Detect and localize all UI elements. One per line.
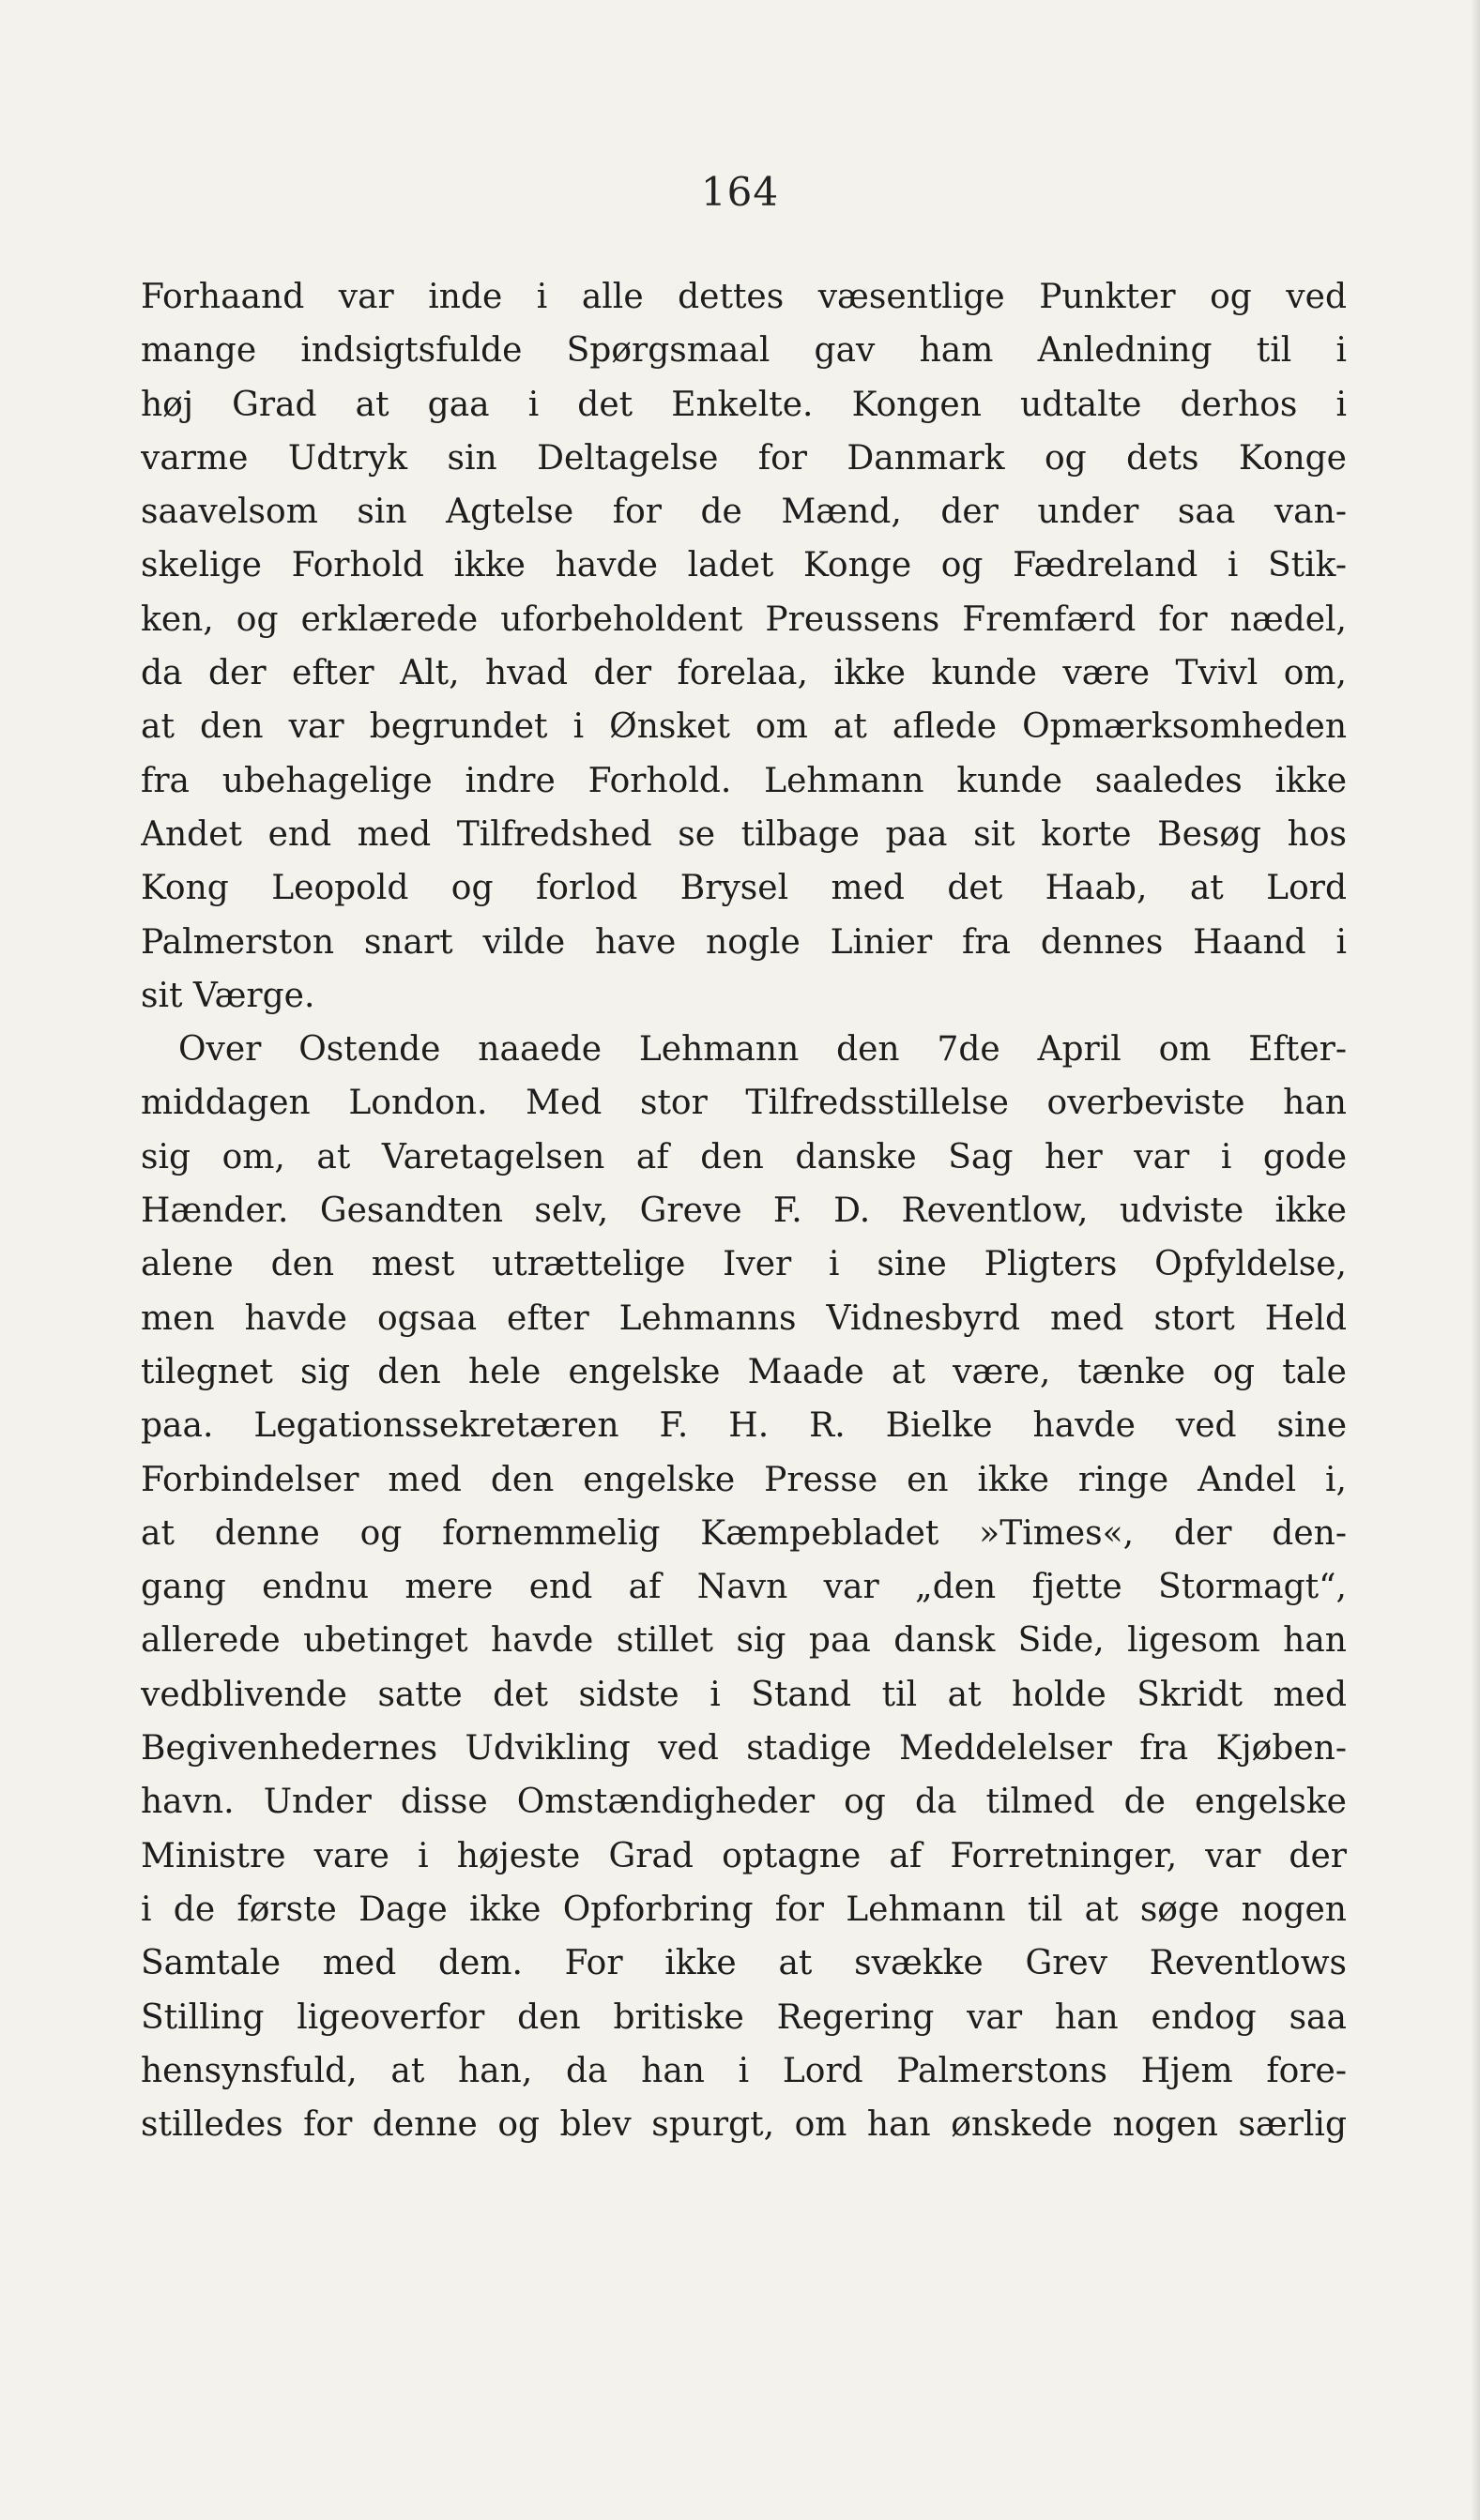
text-line: Kong Leopold og forlod Brysel med det Haab, at Lord bbox=[141, 869, 1347, 908]
text-line: alene den mest utrættelige Iver i sine Pligters Opfyldelse, bbox=[141, 1245, 1347, 1284]
text-line: skelige Forhold ikke havde ladet Konge og Fædreland i Stik- bbox=[141, 546, 1347, 585]
page-number: 164 bbox=[700, 169, 780, 215]
text-line: hensynsfuld, at han, da han i Lord Palmerstons Hjem fore- bbox=[141, 2051, 1347, 2090]
text-line: Forhaand var inde i alle dettes væsentlige Punkter og ved bbox=[141, 278, 1347, 316]
text-line: Stilling ligeoverfor den britiske Regering var han endog saa bbox=[141, 1997, 1347, 2037]
text-line: i de første Dage ikke Opforbring for Lehmann til at søge nogen bbox=[141, 1890, 1347, 1929]
text-line: Samtale med dem. For ikke at svække Grev Reventlows bbox=[141, 1944, 1347, 1983]
text-line: Palmerston snart vilde have nogle Linier fra dennes Haand i bbox=[141, 922, 1347, 962]
text-line: Ministre vare i højeste Grad optagne af Forretninger, var der bbox=[141, 1836, 1347, 1875]
text-line: Andet end med Tilfredshed se tilbage paa sit korte Besøg hos bbox=[141, 814, 1347, 854]
text-line: allerede ubetinget havde stillet sig paa dansk Side, ligesom han bbox=[141, 1621, 1347, 1661]
text-line: men havde ogsaa efter Lehmanns Vidnesbyrd med stort Held bbox=[141, 1298, 1347, 1338]
text-line: varme Udtryk sin Deltagelse for Danmark og dets Konge bbox=[141, 438, 1347, 478]
text-line: Hænder. Gesandten selv, Greve F. D. Reventlow, udviste ikke bbox=[141, 1192, 1347, 1231]
text-line: ken, og erklærede uforbeholdent Preussens Fremfærd for nædel, bbox=[141, 600, 1347, 639]
text-line: Forbindelser med den engelske Presse en ikke ringe Andel i, bbox=[141, 1460, 1347, 1499]
text-line: paa. Legationssekretæren F. H. R. Bielke havde ved sine bbox=[141, 1406, 1347, 1446]
text-line: tilegnet sig den hele engelske Maade at være, tænke og tale bbox=[141, 1352, 1347, 1391]
text-line: middagen London. Med stor Tilfredsstillelse overbeviste han bbox=[141, 1084, 1347, 1123]
body-text bbox=[141, 270, 1347, 2151]
text-line: vedblivende satte det sidste i Stand til at holde Skridt med bbox=[141, 1675, 1347, 1714]
text-line: gang endnu mere end af Navn var „den fjette Stormagt“, bbox=[141, 1568, 1347, 1607]
text-line: havn. Under disse Omstændigheder og da tilmed de engelske bbox=[141, 1783, 1347, 1822]
text-line: saavelsom sin Agtelse for de Mænd, der under saa van- bbox=[141, 493, 1347, 532]
page-edge-shadow bbox=[1471, 0, 1480, 2520]
paragraph-start-line: Over Ostende naaede Lehmann den 7de April om Efter- bbox=[178, 1030, 1347, 1070]
text-line: da der efter Alt, hvad der forelaa, ikke kunde være Tvivl om, bbox=[141, 654, 1347, 693]
text-line: stilledes for denne og blev spurgt, om han ønskede nogen særlig bbox=[141, 2105, 1347, 2145]
text-line: fra ubehagelige indre Forhold. Lehmann kunde saaledes ikke bbox=[141, 761, 1347, 800]
text-line: høj Grad at gaa i det Enkelte. Kongen udtalte derhos i bbox=[141, 385, 1347, 424]
text-line: mange indsigtsfulde Spørgsmaal gav ham Anledning til i bbox=[141, 331, 1347, 371]
text-line: sig om, at Varetagelsen af den danske Sag her var i gode bbox=[141, 1137, 1347, 1177]
text-line: at denne og fornemmelig Kæmpebladet »Times«, der den- bbox=[141, 1513, 1347, 1553]
text-line: at den var begrundet i Ønsket om at aflede Opmærksomheden bbox=[141, 707, 1347, 747]
paragraph-end-line: sit Værge. bbox=[141, 976, 315, 1015]
text-line: Begivenhedernes Udvikling ved stadige Meddelelser fra Kjøben- bbox=[141, 1729, 1347, 1769]
